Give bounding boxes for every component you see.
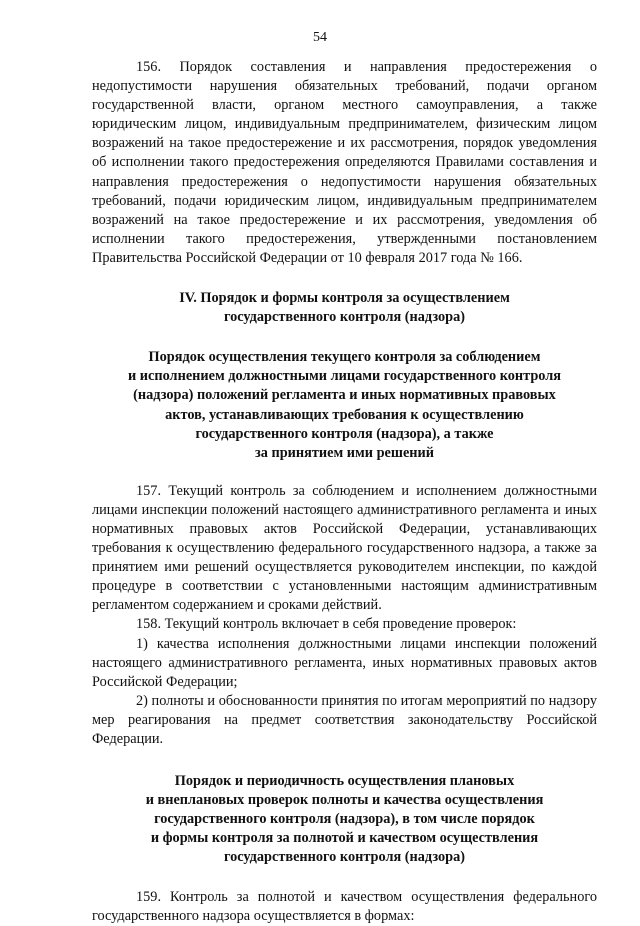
periodicity-heading-line-3: государственного контроля (надзора), в том числе порядок [154,811,535,828]
periodicity-heading-line-5: государственного контроля (надзора) [223,849,466,866]
paragraph-157: 157. Текущий контроль за соблюдением и исполнением должностными лицами инспекции положений настоящего административного регламента и иных нормативных правовых актов Российской Федерации, устанавливающих требования к осуществлению федерального государственного надзора, а также за принятием ими решений осуществляется руководителем инспекции, по каждой процедуре в соответствии с установленными настоящим административным регламентом содержанием и сроками действий. [92,482,597,614]
paragraph-158-item-1: 1) качества исполнения должностными лицами инспекции положений настоящего административного регламента, иных нормативных правовых актов Российской Федерации; [92,635,597,690]
section-iv-heading-line-2: государственного контроля (надзора) [223,309,466,326]
page-number: 54 [313,30,327,45]
paragraph-158-item-2: 2) полноты и обоснованности принятия по итогам мероприятий по надзору мер реагирования на предмет соответствия законодательству Российской Федерации. [92,692,597,747]
current-control-heading-line-1: Порядок осуществления текущего контроля за соблюдением [148,349,541,366]
current-control-heading-line-6: за принятием ими решений [255,444,434,461]
current-control-heading-line-3: (надзора) положений регламента и иных нормативных правовых [133,387,556,404]
page-content [92,58,597,926]
section-iv-heading [92,289,597,327]
periodicity-heading-line-4: и формы контроля за полнотой и качеством осуществления [150,830,539,847]
section-iv-heading-line-1: IV. Порядок и формы контроля за осуществлением [179,290,510,307]
paragraph-159: 159. Контроль за полнотой и качеством осуществления федерального государственного надзора осуществляется в формах: [92,888,597,924]
current-control-heading [92,348,597,463]
current-control-heading-line-4: актов, устанавливающих требования к осуществлению [165,406,524,423]
current-control-heading-line-5: государственного контроля (надзора), а также [195,425,494,442]
periodicity-heading [92,772,597,867]
periodicity-heading-line-1: Порядок и периодичность осуществления плановых [174,773,515,790]
current-control-heading-line-2: и исполнением должностными лицами государственного контроля [127,368,562,385]
paragraph-156: 156. Порядок составления и направления предостережения о недопустимости нарушения обязательных требований, подачи органом государственной власти, органом местного самоуправления, а также юридическим лицом, индивидуальным предпринимателем, физическим лицом возражений на такое предостережение и их рассмотрения, порядок уведомления об исполнении такого предостережения определяются Правилами составления и направления предостережения о недопустимости нарушения обязательных требований, подачи юридическим лицом, индивидуальным предпринимателем возражений на такое предостережение и их рассмотрения, уведомления об исполнении такого предостережения, утвержденными постановлением Правительства Российской Федерации от 10 февраля 2017 года № 166. [92,59,597,266]
paragraph-158: 158. Текущий контроль включает в себя проведение проверок: [136,616,517,633]
periodicity-heading-line-2: и внеплановых проверок полноты и качества осуществления [145,792,544,809]
